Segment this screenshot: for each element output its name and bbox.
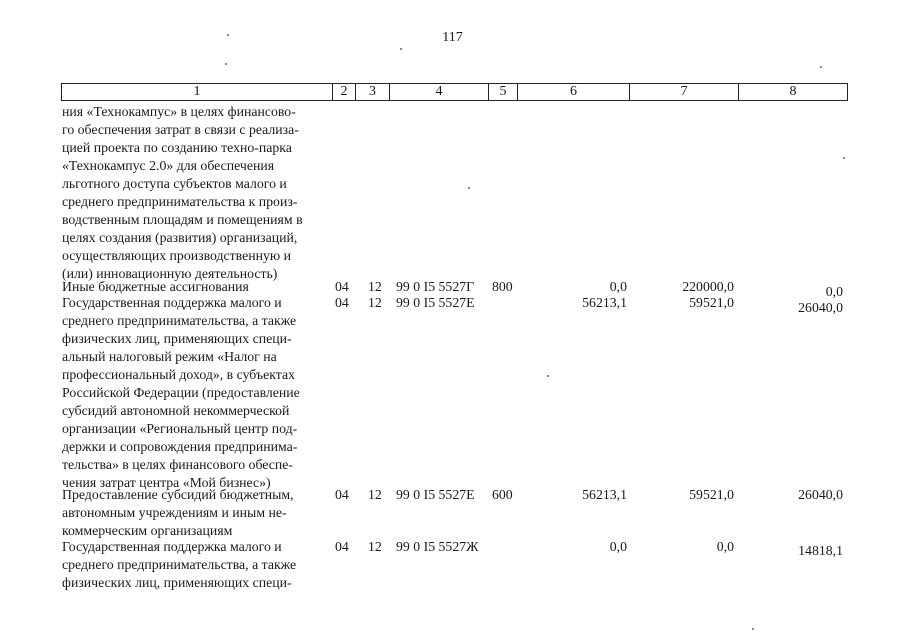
- row-description: Государственная поддержка малого и среднего предпринимательства, а также физических лиц, применяющих специ-: [62, 539, 297, 590]
- row-subsection: 12: [368, 295, 382, 310]
- row-section: 04: [335, 487, 349, 502]
- header-col-3: 3: [356, 84, 390, 100]
- row-description: Предоставление субсидий бюджетным, автономным учреждениям и иным не- коммерческим организациям: [62, 487, 294, 538]
- row-value-6: 0,0: [609, 279, 627, 294]
- header-col-4: 4: [390, 84, 489, 100]
- row-subsection: 12: [368, 487, 382, 502]
- scan-speck: [843, 157, 845, 159]
- table-header-row: [61, 83, 848, 101]
- header-col-7: 7: [630, 84, 739, 100]
- scan-speck: [225, 63, 227, 65]
- row-value-8: 26040,0: [798, 487, 843, 502]
- row-section: 04: [335, 539, 349, 554]
- row-value-6: 56213,1: [582, 295, 627, 310]
- row-target-code: 99 0 I5 5527Ж: [396, 539, 479, 554]
- row-value-8: 0,0: [825, 284, 843, 299]
- scan-speck: [547, 375, 549, 377]
- header-col-2: 2: [333, 84, 356, 100]
- row-target-code: 99 0 I5 5527Г: [396, 279, 475, 294]
- row-subsection: 12: [368, 279, 382, 294]
- row-section: 04: [335, 295, 349, 310]
- scan-speck: [227, 34, 229, 36]
- row-description: Иные бюджетные ассигнования: [62, 279, 249, 294]
- row-target-code: 99 0 I5 5527Е: [396, 487, 475, 502]
- scan-speck: [752, 628, 754, 630]
- row-expense-type: 800: [492, 279, 513, 294]
- row-value-6: 0,0: [609, 539, 627, 554]
- page-number: 117: [442, 30, 463, 45]
- row-description: Государственная поддержка малого и среднего предпринимательства, а также физических лиц, применяющих специ- альный налоговый режим «Налог на профессиональный доход», в субъектах Российской Федерации (предоставление субсидий автономной некоммерческой организации «Региональный центр под- держки и сопровождения предпринима- тельства» в целях финансового обеспе- чения затрат центра «Мой бизнес»): [62, 295, 300, 490]
- scan-speck: [400, 48, 402, 50]
- row-section: 04: [335, 279, 349, 294]
- row-value-7: 59521,0: [689, 295, 734, 310]
- row-subsection: 12: [368, 539, 382, 554]
- header-col-8: 8: [789, 84, 797, 99]
- row-value-8: 26040,0: [798, 300, 843, 315]
- header-col-6: 6: [518, 84, 630, 100]
- header-col-1: 1: [62, 84, 333, 100]
- scan-speck: [820, 66, 822, 68]
- row-description: ния «Технокампус» в целях финансово- го обеспечения затрат в связи с реализа- цией проекта по созданию техно-парка «Технокампус 2.0» для обеспечения льготного доступа субъектов малого и среднего предпринимательства к произ- водственным площадям и помещениям в целях создания (развития) организаций, осуществляющих производственную и (или) инновационную деятельность): [62, 104, 303, 281]
- row-value-7: 59521,0: [689, 487, 734, 502]
- header-col-5: 5: [489, 84, 518, 100]
- scan-speck: [468, 187, 470, 189]
- row-value-7: 0,0: [716, 539, 734, 554]
- row-expense-type: 600: [492, 487, 513, 502]
- row-value-8: 14818,1: [798, 543, 843, 558]
- row-value-6: 56213,1: [582, 487, 627, 502]
- row-target-code: 99 0 I5 5527Е: [396, 295, 475, 310]
- row-value-7: 220000,0: [682, 279, 734, 294]
